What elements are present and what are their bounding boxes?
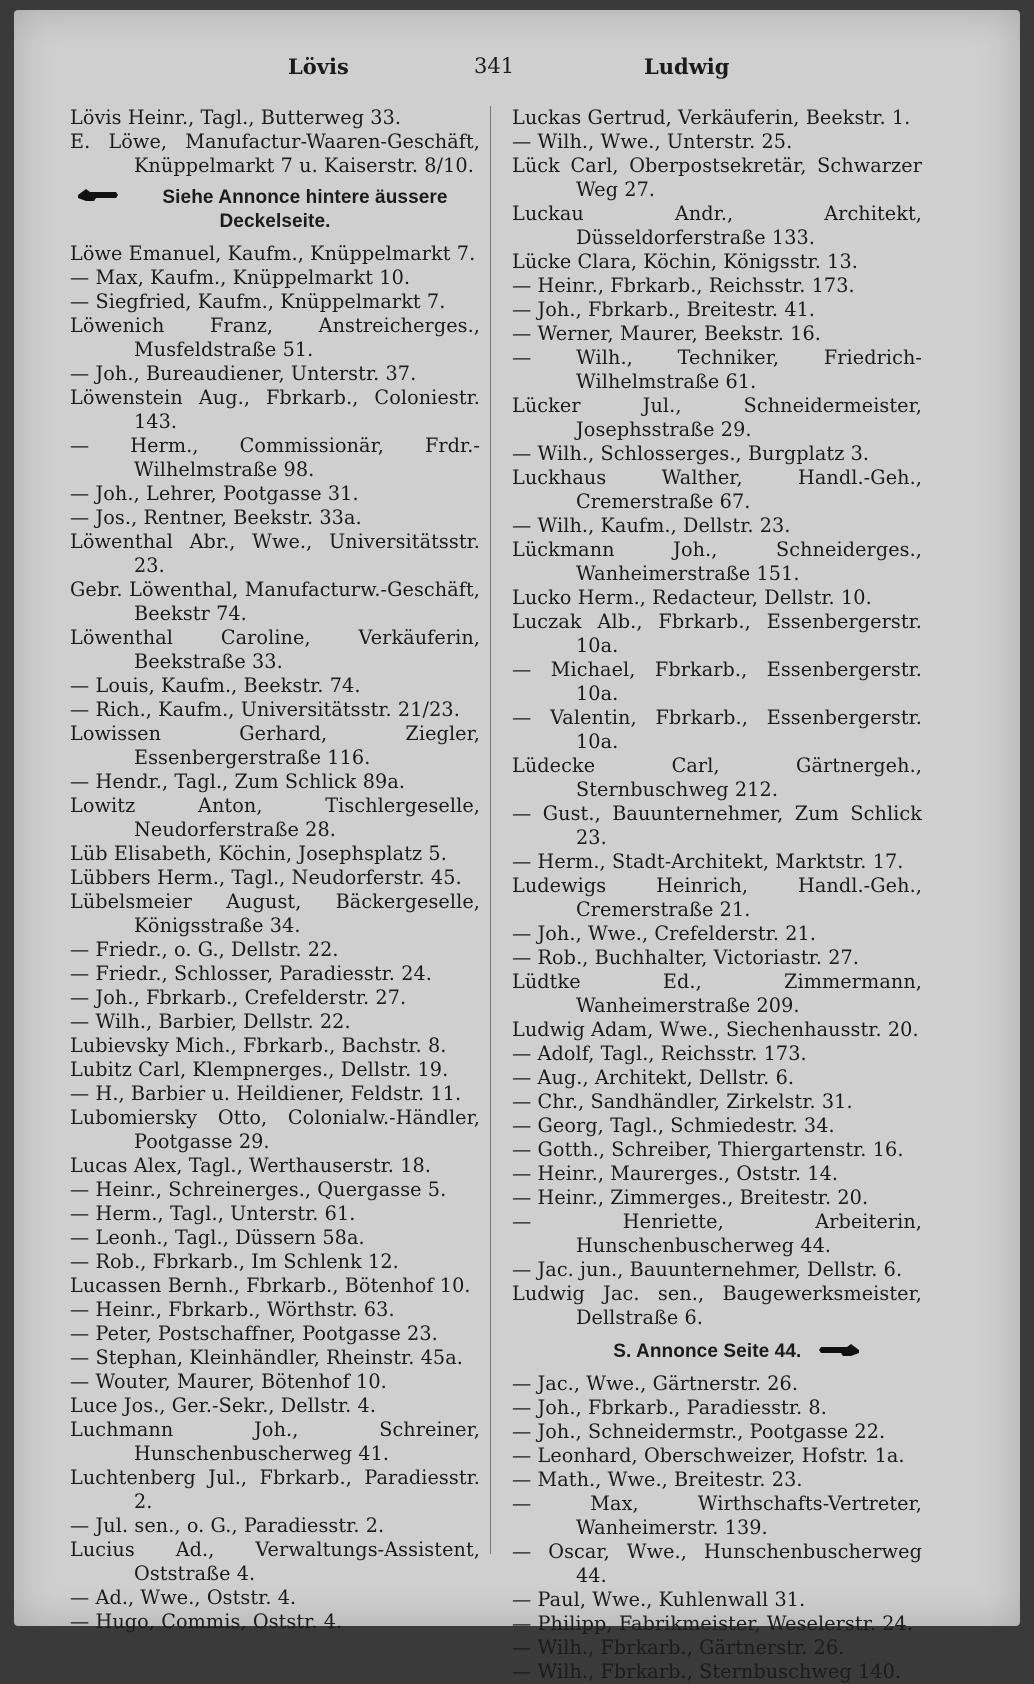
page-number: 341 [474, 54, 515, 78]
list-item: Lövis Heinr., Tagl., Butterweg 33. [70, 106, 402, 129]
list-item: Lüdecke Carl, Gärtnergeh., Sternbuschweg 212. [512, 754, 922, 801]
annonce-notice [70, 178, 480, 242]
list-item: — Leonh., Tagl., Düssern 58a. [70, 1226, 365, 1249]
list-item: — Werner, Maurer, Beekstr. 16. [512, 322, 821, 345]
list-item: — Heinr., Fbrkarb., Reichsstr. 173. [512, 274, 855, 297]
list-item: Löwenstein Aug., Fbrkarb., Coloniestr. 143. [70, 386, 480, 433]
list-item: — Joh., Bureaudiener, Unterstr. 37. [70, 362, 417, 385]
list-item: Löwe Emanuel, Kaufm., Knüppelmarkt 7. [70, 242, 476, 265]
list-item: — Heinr., Maurerges., Oststr. 14. [512, 1162, 839, 1185]
list-item: — Adolf, Tagl., Reichsstr. 173. [512, 1042, 807, 1065]
list-item: — Jac. jun., Bauunternehmer, Dellstr. 6. [512, 1258, 903, 1281]
list-item: — Michael, Fbrkarb., Essenbergerstr. 10a. [512, 658, 922, 705]
list-item: Lubomiersky Otto, Colonialw.-Händler, Pootgasse 29. [70, 1106, 480, 1153]
list-item: Lüb Elisabeth, Köchin, Josephsplatz 5. [70, 842, 447, 865]
list-item: — Philipp, Fabrikmeister, Weselerstr. 24. [512, 1612, 914, 1635]
list-item: — Joh., Fbrkarb., Paradiesstr. 8. [512, 1396, 827, 1419]
list-item: Ludewigs Heinrich, Handl.-Geh., Cremerstraße 21. [512, 874, 922, 921]
list-item: — Jos., Rentner, Beekstr. 33a. [70, 506, 362, 529]
list-item: — Wilh., Techniker, Friedrich-Wilhelmstraße 61. [512, 346, 922, 393]
list-item: Luckas Gertrud, Verkäuferin, Beekstr. 1. [512, 106, 911, 129]
list-item: Lübbers Herm., Tagl., Neudorferstr. 45. [70, 866, 462, 889]
list-item: Ludwig Jac. sen., Baugewerksmeister, Dellstraße 6. [512, 1282, 922, 1329]
list-item: — Georg, Tagl., Schmiedestr. 34. [512, 1114, 835, 1137]
list-item: Lubitz Carl, Klempnerges., Dellstr. 19. [70, 1058, 449, 1081]
list-item: Lück Carl, Oberpostsekretär, Schwarzer Weg 27. [512, 154, 922, 201]
list-item: — Wilh., Barbier, Dellstr. 22. [70, 1010, 351, 1033]
list-item: Lucius Ad., Verwaltungs-Assistent, Oststraße 4. [70, 1538, 480, 1585]
list-item: Lubievsky Mich., Fbrkarb., Bachstr. 8. [70, 1034, 447, 1057]
pointing-hand-icon [817, 1341, 861, 1359]
list-item: — Jul. sen., o. G., Paradiesstr. 2. [70, 1514, 385, 1537]
annonce-text: S. Annonce Seite 44. [613, 1341, 802, 1362]
list-item: Lowissen Gerhard, Ziegler, Essenbergerstraße 116. [70, 722, 480, 769]
list-item: — Friedr., o. G., Dellstr. 22. [70, 938, 339, 961]
list-item: — Friedr., Schlosser, Paradiesstr. 24. [70, 962, 433, 985]
list-item: Lücker Jul., Schneidermeister, Josephsstraße 29. [512, 394, 922, 441]
list-item: — Peter, Postschaffner, Pootgasse 23. [70, 1322, 438, 1345]
list-item: — Valentin, Fbrkarb., Essenbergerstr. 10a. [512, 706, 922, 753]
list-item: — Wilh., Kaufm., Dellstr. 23. [512, 514, 791, 537]
list-item: — Aug., Architekt, Dellstr. 6. [512, 1066, 795, 1089]
list-item: — Gust., Bauunternehmer, Zum Schlick 23. [512, 802, 922, 849]
list-item: Lüdtke Ed., Zimmermann, Wanheimerstraße 209. [512, 970, 922, 1017]
list-item: Gebr. Löwenthal, Manufacturw.-Geschäft, Beekstr 74. [70, 578, 480, 625]
list-item: — Paul, Wwe., Kuhlenwall 31. [512, 1588, 806, 1611]
list-item: — Joh., Schneidermstr., Pootgasse 22. [512, 1420, 886, 1443]
list-item: — Wilh., Wwe., Unterstr. 25. [512, 130, 793, 153]
left-column [70, 106, 480, 1634]
list-item: — Rob., Buchhalter, Victoriastr. 27. [512, 946, 860, 969]
list-item: — Wouter, Maurer, Bötenhof 10. [70, 1370, 387, 1393]
list-item: Lowitz Anton, Tischlergeselle, Neudorferstraße 28. [70, 794, 480, 841]
list-item: — Max, Kaufm., Knüppelmarkt 10. [70, 266, 411, 289]
list-item: — H., Barbier u. Heildiener, Feldstr. 11. [70, 1082, 462, 1105]
list-item: — Louis, Kaufm., Beekstr. 74. [70, 674, 361, 697]
list-item: — Joh., Fbrkarb., Crefelderstr. 27. [70, 986, 407, 1009]
list-item: — Max, Wirthschafts-Vertreter, Wanheimerstr. 139. [512, 1492, 922, 1539]
list-item: — Herm., Tagl., Unterstr. 61. [70, 1202, 356, 1225]
list-item: — Rich., Kaufm., Universitätsstr. 21/23. [70, 698, 460, 721]
running-header [14, 54, 1020, 88]
list-item: — Joh., Lehrer, Pootgasse 31. [70, 482, 359, 505]
list-item: Lücke Clara, Köchin, Königsstr. 13. [512, 250, 858, 273]
list-item: — Ad., Wwe., Oststr. 4. [70, 1586, 297, 1609]
list-item: — Herm., Stadt-Architekt, Marktstr. 17. [512, 850, 904, 873]
list-item: Ludwig Adam, Wwe., Siechenhausstr. 20. [512, 1018, 919, 1041]
list-item: — Wilh., Fbrkarb., Gärtnerstr. 26. [512, 1636, 845, 1659]
list-item: — Heinr., Schreinerges., Quergasse 5. [70, 1178, 447, 1201]
list-item: — Heinr., Zimmerges., Breitestr. 20. [512, 1186, 869, 1209]
list-item: — Siegfried, Kaufm., Knüppelmarkt 7. [70, 290, 446, 313]
list-item: — Math., Wwe., Breitestr. 23. [512, 1468, 803, 1491]
list-item: — Henriette, Arbeiterin, Hunschenbuscherweg 44. [512, 1210, 922, 1257]
list-item: Lückmann Joh., Schneiderges., Wanheimerstraße 151. [512, 538, 922, 585]
list-item: — Joh., Wwe., Crefelderstr. 21. [512, 922, 817, 945]
list-item: Lucas Alex, Tagl., Werthauserstr. 18. [70, 1154, 432, 1177]
list-item: Luchtenberg Jul., Fbrkarb., Paradiesstr. 2. [70, 1466, 480, 1513]
list-item: — Heinr., Fbrkarb., Wörthstr. 63. [70, 1298, 395, 1321]
annonce-notice [512, 1330, 922, 1372]
list-item: Luckhaus Walther, Handl.-Geh., Cremerstraße 67. [512, 466, 922, 513]
list-item: — Chr., Sandhändler, Zirkelstr. 31. [512, 1090, 853, 1113]
list-item: — Hugo, Commis, Oststr. 4. [70, 1610, 343, 1633]
annonce-text: Siehe Annonce hintere äussere Deckelseite. [162, 187, 448, 232]
list-item: — Herm., Commissionär, Frdr.-Wilhelmstraße 98. [70, 434, 480, 481]
list-item: — Rob., Fbrkarb., Im Schlenk 12. [70, 1250, 399, 1273]
list-item: Löwenthal Abr., Wwe., Universitätsstr. 23. [70, 530, 480, 577]
list-item: — Hendr., Tagl., Zum Schlick 89a. [70, 770, 406, 793]
list-item: — Joh., Fbrkarb., Breitestr. 41. [512, 298, 816, 321]
list-item: Lübelsmeier August, Bäckergeselle, Königsstraße 34. [70, 890, 480, 937]
list-item: Luckau Andr., Architekt, Düsseldorferstraße 133. [512, 202, 922, 249]
header-right-keyword: Ludwig [644, 54, 730, 79]
list-item: — Wilh., Schlosserges., Burgplatz 3. [512, 442, 870, 465]
list-item: Lucassen Bernh., Fbrkarb., Bötenhof 10. [70, 1274, 471, 1297]
list-item: — Wilh., Fbrkarb., Sternbuschweg 140. [512, 1660, 902, 1683]
directory-page [14, 10, 1020, 1683]
list-item: Luce Jos., Ger.-Sekr., Dellstr. 4. [70, 1394, 377, 1417]
list-item: — Stephan, Kleinhändler, Rheinstr. 45a. [70, 1346, 463, 1369]
list-item: Luczak Alb., Fbrkarb., Essenbergerstr. 10a. [512, 610, 922, 657]
list-item: Löwenthal Caroline, Verkäuferin, Beekstraße 33. [70, 626, 480, 673]
pointing-hand-icon [76, 186, 120, 204]
list-item: Luchmann Joh., Schreiner, Hunschenbuscherweg 41. [70, 1418, 480, 1465]
list-item: — Gotth., Schreiber, Thiergartenstr. 16. [512, 1138, 904, 1161]
list-item: — Oscar, Wwe., Hunschenbuscherweg 44. [512, 1540, 922, 1587]
list-item: Löwenich Franz, Anstreicherges., Musfeldstraße 51. [70, 314, 480, 361]
list-item: E. Löwe, Manufactur-Waaren-Geschäft, Knüppelmarkt 7 u. Kaiserstr. 8/10. [70, 130, 480, 177]
column-divider [490, 106, 491, 1554]
header-left-keyword: Lövis [288, 54, 349, 79]
list-item: — Leonhard, Oberschweizer, Hofstr. 1a. [512, 1444, 905, 1467]
right-column [512, 106, 922, 1684]
list-item: — Jac., Wwe., Gärtnerstr. 26. [512, 1372, 799, 1395]
list-item: Lucko Herm., Redacteur, Dellstr. 10. [512, 586, 872, 609]
